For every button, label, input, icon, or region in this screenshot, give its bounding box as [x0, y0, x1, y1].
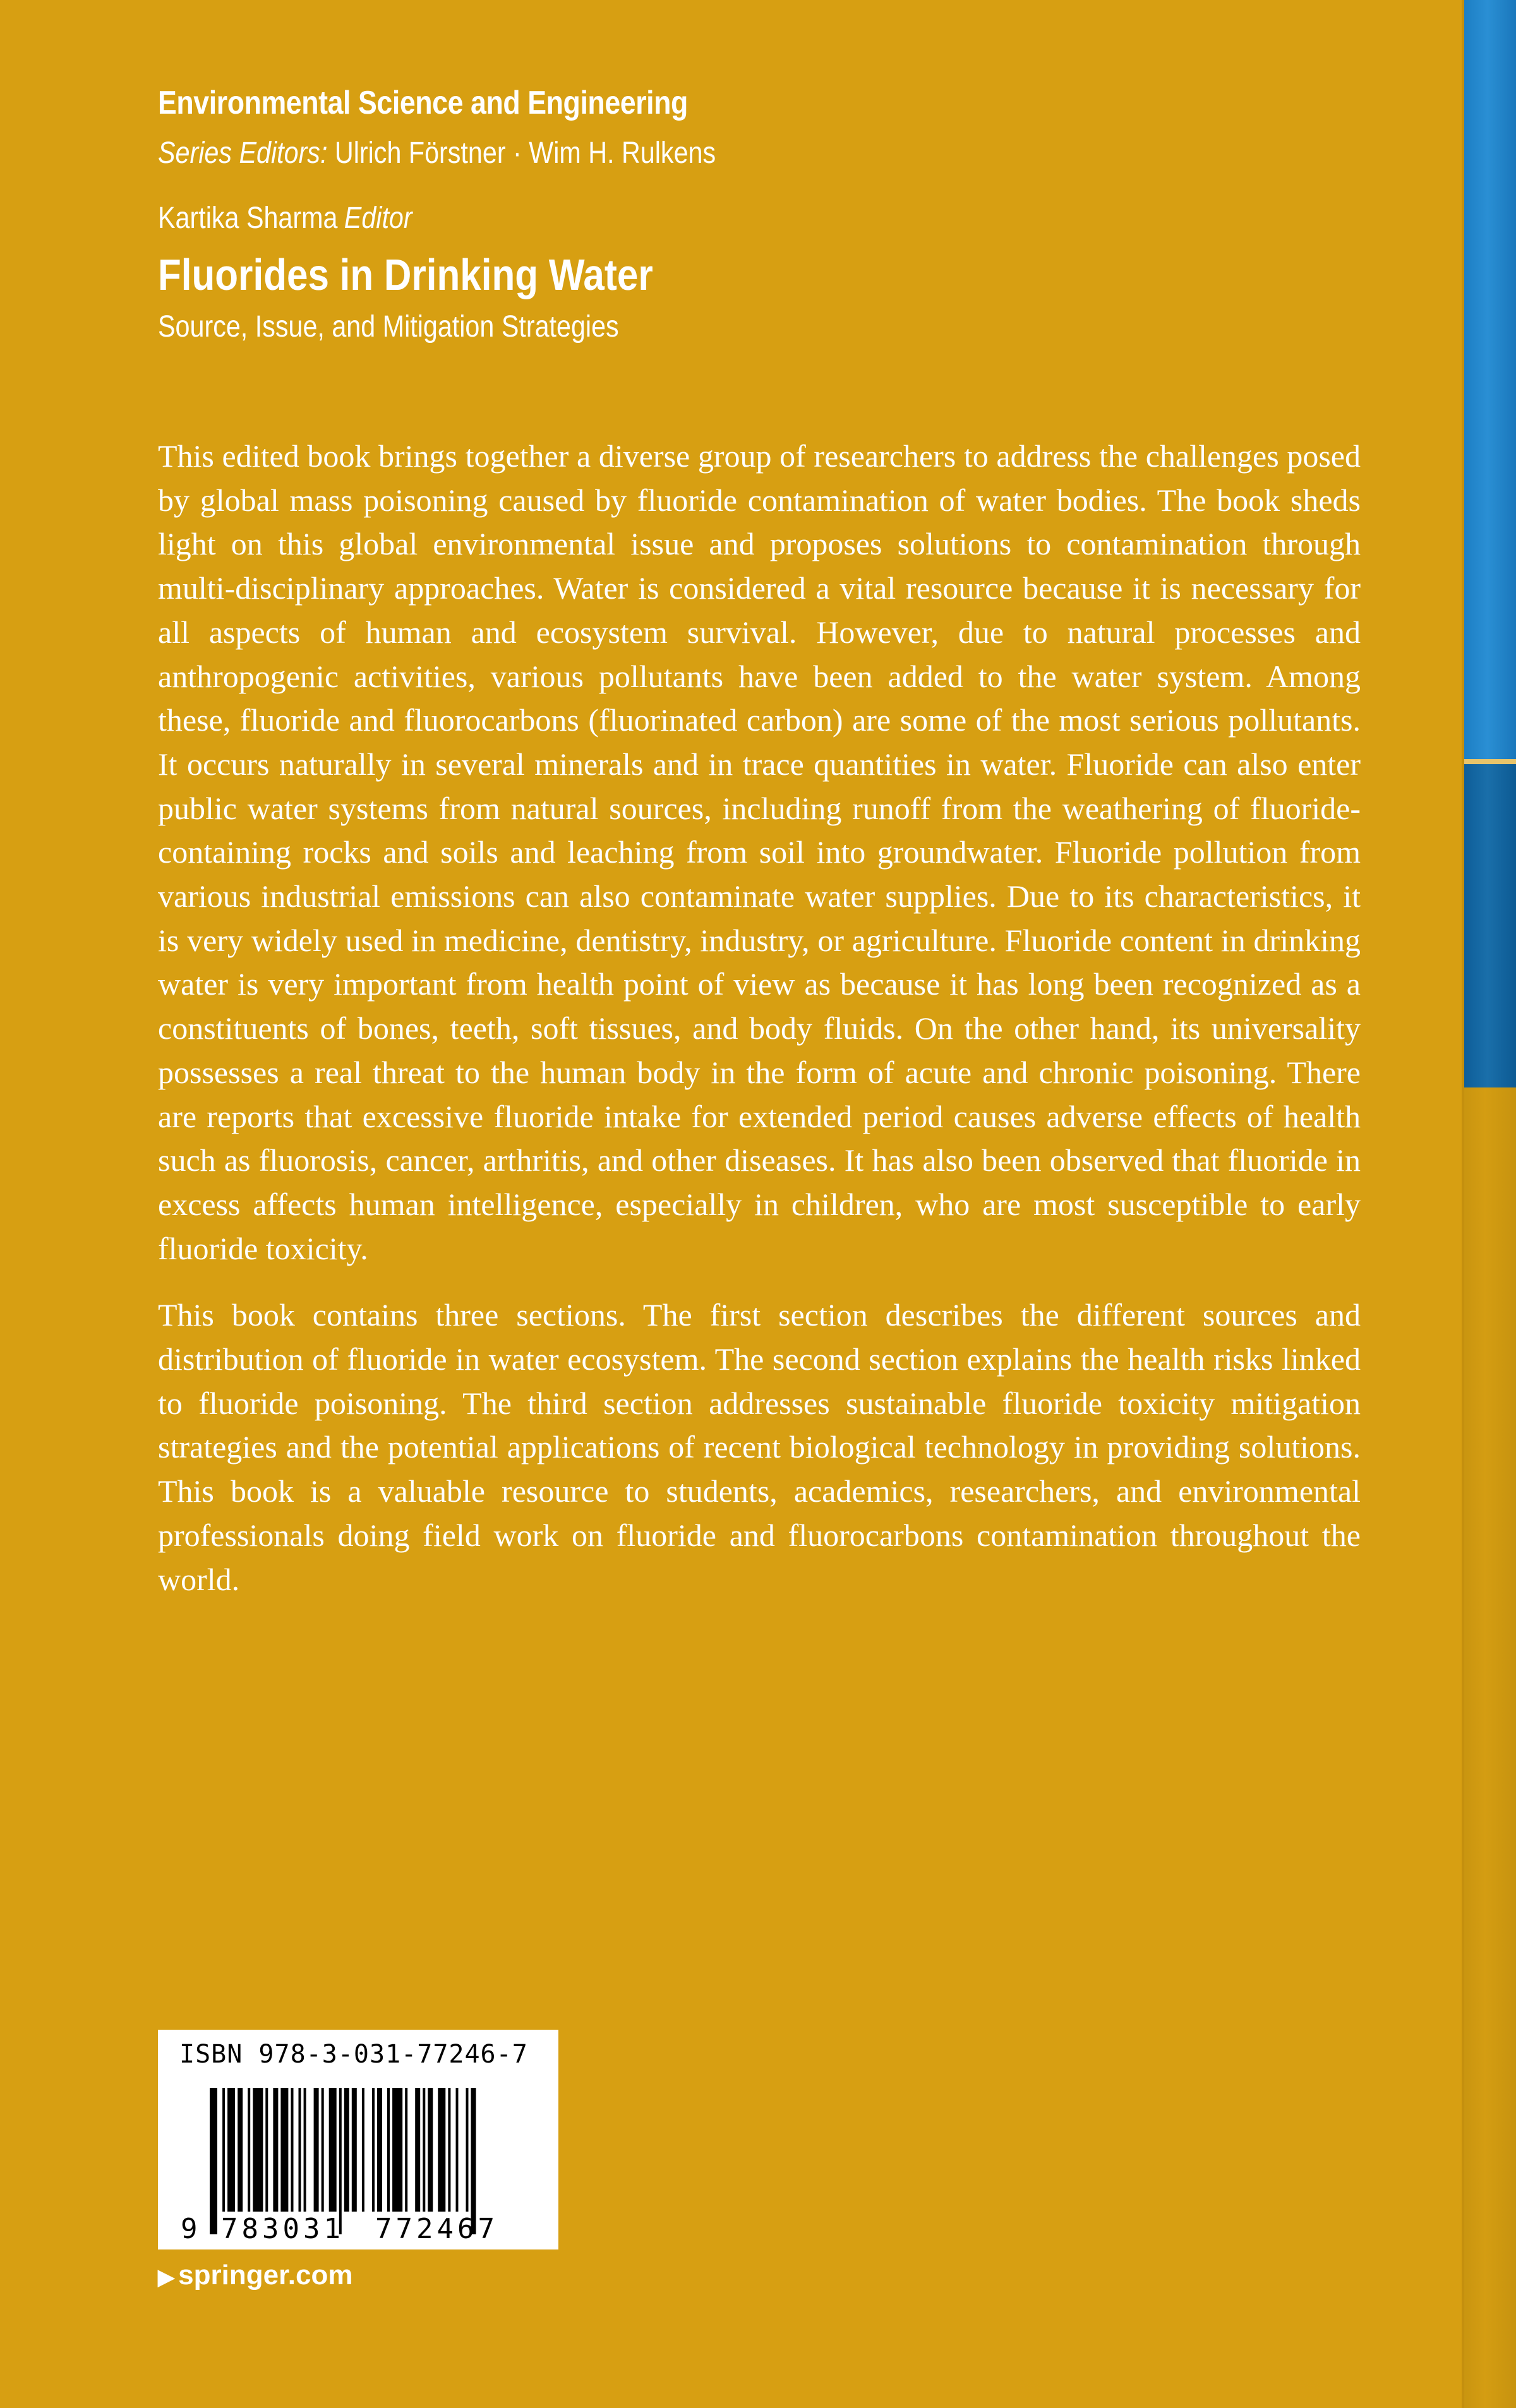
editor-name: Kartika Sharma — [158, 201, 338, 235]
barcode-bar — [227, 2088, 235, 2212]
barcode-bar — [238, 2088, 243, 2212]
barcode-bar — [352, 2088, 357, 2212]
spine-divider-line — [1464, 759, 1516, 764]
barcode-bar — [456, 2088, 459, 2212]
barcode-bar — [392, 2088, 402, 2212]
spine-blue-band-bottom — [1464, 764, 1516, 1087]
barcode-bar — [280, 2088, 288, 2212]
barcode-bar — [299, 2088, 301, 2212]
barcode-bar — [448, 2088, 450, 2212]
barcode-bar — [329, 2088, 337, 2212]
series-editors — [158, 136, 716, 171]
barcode-bar — [222, 2088, 225, 2212]
arrow-right-icon: ▶ — [158, 2265, 175, 2289]
barcode-bar — [291, 2088, 294, 2212]
barcode-bar — [387, 2088, 390, 2212]
editor-role: Editor — [344, 201, 412, 235]
description-paragraph: This book contains three sections. The first section describes the different sources and distribution of fluoride in water ecosystem. The second section explains the health risks linked to fluoride poisoning. The third section addresses sustainable fluoride toxicity mitigation strategies and the potential applications of recent biological technology in providing solutions. This book is a valuable resource to students, academics, researchers, and environmental professionals doing field work on fluoride and fluorocarbons contamination throughout the world. — [158, 1297, 1361, 1597]
book-editor — [158, 201, 412, 236]
barcode-bar — [210, 2088, 217, 2234]
spine-blue-band-top — [1464, 0, 1516, 759]
barcode-bar — [415, 2088, 420, 2212]
series-title: Environmental Science and Engineering — [158, 85, 688, 121]
publisher-website: springer.com — [178, 2260, 353, 2291]
barcode-digits-left: 783031 — [221, 2213, 344, 2245]
barcode-bar — [377, 2088, 382, 2212]
barcode-digits-right: 772467 — [375, 2213, 498, 2245]
series-editors-label: Series Editors: — [158, 136, 328, 170]
barcode-bar — [423, 2088, 425, 2212]
barcode-bar — [344, 2088, 349, 2212]
barcode-bar — [466, 2088, 469, 2212]
barcode-bar — [253, 2088, 263, 2212]
book-title: Fluorides in Drinking Water — [158, 250, 653, 299]
barcode-bar — [322, 2088, 324, 2212]
barcode-bar — [265, 2088, 268, 2212]
barcode-bar — [273, 2088, 278, 2212]
book-subtitle: Source, Issue, and Mitigation Strategies — [158, 310, 619, 344]
barcode-bar — [248, 2088, 250, 2212]
barcode-bar — [362, 2088, 364, 2212]
barcode-bar — [438, 2088, 445, 2212]
description-paragraph: This edited book brings together a diverse group of researchers to address the challenges posed by global mass poisoning caused by fluoride contamination of water bodies. The book sheds light on this global environmental issue and proposes solutions to contamination through multi-disciplinary approaches. Water is considered a vital resource because it is necessary for all aspects of human and ecosystem survival. However, due to natural processes and anthropogenic activities, various pollutants have been added to the water system. Among these, fluoride and fluorocarbons (fluorinated carbon) are some of the most serious pollutants. It occurs naturally in several minerals and in trace quantities in water. Fluoride can also enter public water systems from natural sources, including runoff from the weathering of fluoride-containing rocks and soils and leaching from soil into groundwater. Fluoride pollution from various industrial emissions can also contaminate water supplies. Due to its characteristics, it is very widely used in medicine, dentistry, industry, or agriculture. Fluoride content in drinking water is very important from health point of view as because it has long been recognized as a constituents of bones, teeth, soft tissues, and body fluids. On the other hand, its universality possesses a real threat to the human body in the form of acute and chronic poisoning. There are reports that excessive fluoride intake for extended period causes adverse effects of health such as fluorosis, cancer, arthritis, and other diseases. It has also been observed that fluoride in excess affects human intelligence, especially in children, who are most susceptible to early fluoride toxicity. — [158, 438, 1361, 1266]
isbn-label: ISBN 978-3-031-77246-7 — [179, 2040, 528, 2069]
barcode-bar — [405, 2088, 407, 2212]
barcode-bar — [314, 2088, 319, 2212]
publisher-link[interactable] — [158, 2260, 352, 2291]
barcode-bar — [372, 2088, 375, 2212]
series-editors-names: Ulrich Förstner · Wim H. Rulkens — [334, 136, 716, 170]
barcode-bar — [428, 2088, 433, 2212]
isbn-barcode — [158, 2030, 558, 2249]
book-description — [158, 434, 1361, 1602]
barcode-digit-first: 9 — [181, 2213, 198, 2245]
barcode-bar — [304, 2088, 306, 2212]
